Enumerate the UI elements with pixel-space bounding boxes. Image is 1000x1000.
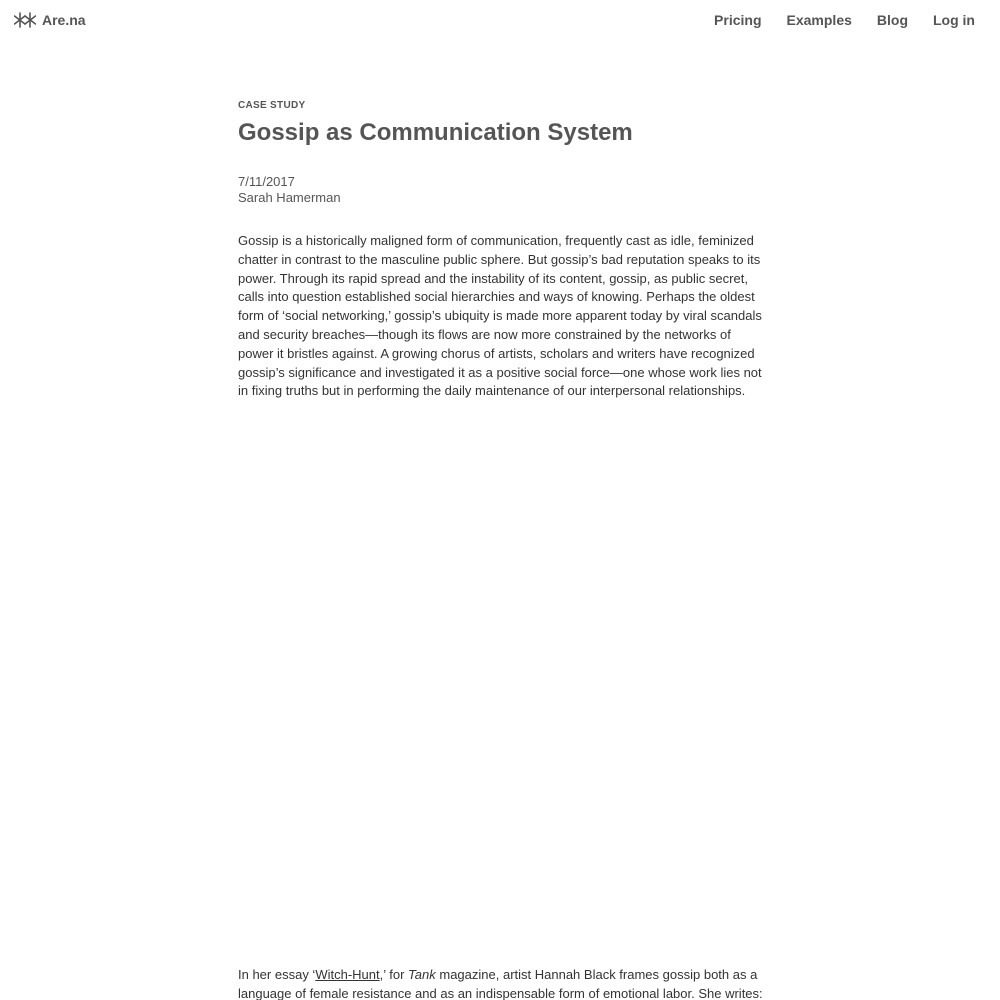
article-intro-paragraph: Gossip is a historically maligned form of communication, frequently cast as idle, feminized chatter in contrast to the masculine public sphere. But gossip’s bad reputation speaks to its power. Through its rapid spread and the instability of its content, gossip, as public secret, calls into question established social hierarchies and ways of knowing. Perhaps the oldest form of ‘social networking,’ gossip’s ubiquity is made more apparent today by viral scandals and security breaches—though its flows are now more constrained by the networks of power it bristles against. A growing chorus of artists, scholars and writers have recognized gossip’s significance and investigated it as a positive social force—one whose work lies not in fixing truths but in performing the daily maintenance of our interpersonal relationships. — [238, 233, 762, 399]
nav-pricing-link[interactable]: Pricing — [714, 12, 762, 28]
article-author: Sarah Hamerman — [238, 190, 341, 205]
publication-name: Tank — [408, 967, 436, 982]
main-nav — [689, 12, 975, 28]
embedded-media-area — [238, 420, 768, 940]
witch-hunt-link[interactable]: Witch-Hunt — [315, 967, 380, 982]
top-navigation-bar — [0, 0, 1000, 40]
paragraph-text-end: magazine, artist Hannah Black frames gossip both as a language of female resistance and as an indispensable form of emotional labor. She writes: — [238, 967, 763, 1000]
article-second-paragraph — [238, 966, 768, 1000]
article-title: Gossip as Communication System — [238, 119, 633, 146]
nav-examples-link[interactable]: Examples — [786, 12, 852, 28]
arena-asterisks-icon — [14, 11, 36, 29]
article-meta — [238, 174, 341, 206]
brand-name: Are.na — [42, 12, 86, 28]
nav-blog-link[interactable]: Blog — [876, 12, 908, 28]
nav-login-link[interactable]: Log in — [933, 12, 975, 28]
article-date: 7/11/2017 — [238, 174, 295, 189]
paragraph-text-start: In her essay ‘ — [238, 967, 316, 982]
brand-home-link[interactable] — [14, 11, 86, 29]
paragraph-text-middle: ,’ for — [379, 967, 409, 982]
article-category: CASE STUDY — [238, 100, 306, 111]
